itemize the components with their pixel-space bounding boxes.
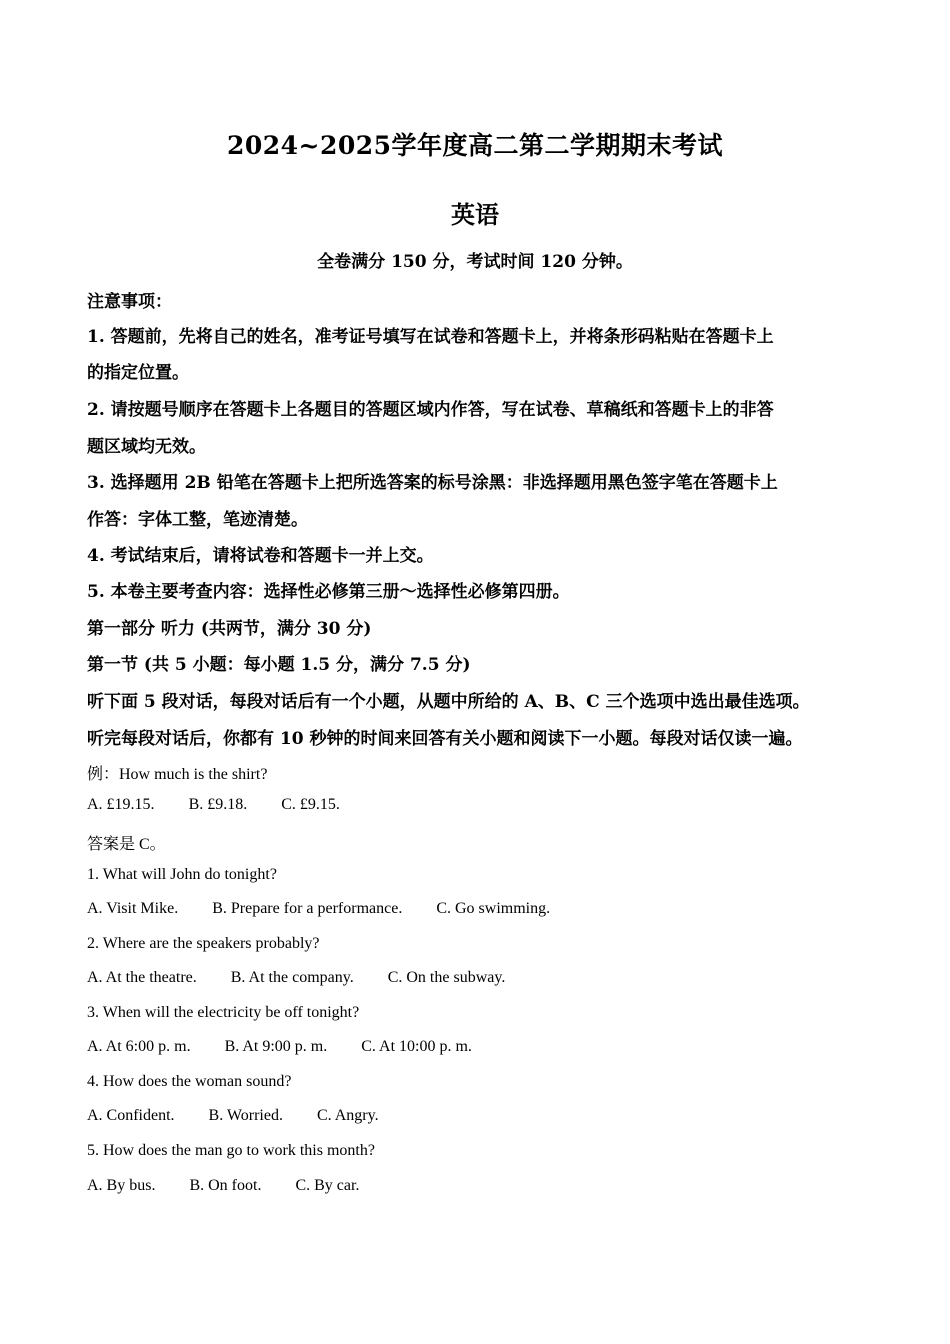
option-a: A. At the theatre. <box>87 969 197 986</box>
option-b: B. £9.18. <box>188 796 248 813</box>
option-a: A. Confident. <box>87 1107 175 1124</box>
note-2-line-2: 题区域均无效。 <box>87 437 206 457</box>
question-1-options <box>87 900 550 918</box>
question-4: 4. How does the woman sound? <box>87 1073 292 1090</box>
option-b: B. At 9:00 p. m. <box>224 1038 328 1055</box>
option-a: A. Visit Mike. <box>87 900 179 917</box>
option-b: B. At the company. <box>230 969 354 986</box>
question-5: 5. How does the man go to work this month? <box>87 1142 375 1159</box>
question-4-options <box>87 1107 379 1125</box>
option-c: C. By car. <box>295 1177 360 1194</box>
question-2: 2. Where are the speakers probably? <box>87 935 320 952</box>
option-b: B. On foot. <box>189 1177 262 1194</box>
question-5-options <box>87 1177 359 1195</box>
option-a: A. £19.15. <box>87 796 155 813</box>
option-b: B. Worried. <box>208 1107 283 1124</box>
option-b: B. Prepare for a performance. <box>212 900 403 917</box>
question-2-options <box>87 969 505 987</box>
option-c: C. £9.15. <box>281 796 340 813</box>
notes-heading: 注意事项： <box>87 292 172 312</box>
instruction-line-1: 听下面 5 段对话，每段对话后有一个小题，从题中所给的 A、B、C 三个选项中选出最佳选项。 <box>87 692 810 712</box>
question-3-options <box>87 1038 472 1056</box>
instruction-line-2: 听完每段对话后，你都有 10 秒钟的时间来回答有关小题和阅读下一小题。每段对话仅读一遍。 <box>87 729 803 749</box>
example-question: 例：How much is the shirt? <box>87 766 268 783</box>
question-1: 1. What will John do tonight? <box>87 866 277 883</box>
exam-title: 2024~2025学年度高二第二学期期末考试 <box>226 131 724 160</box>
note-1-line-2: 的指定位置。 <box>87 363 189 383</box>
option-c: C. On the subway. <box>387 969 506 986</box>
note-3-line-2: 作答：字体工整，笔迹清楚。 <box>87 510 308 530</box>
note-3-line-1: 3. 选择题用 2B 铅笔在答题卡上把所选答案的标号涂黑：非选择题用黑色签字笔在答题卡上 <box>87 473 778 493</box>
section1-heading: 第一节 (共 5 小题：每小题 1.5 分，满分 7.5 分) <box>87 655 471 675</box>
question-3: 3. When will the electricity be off tonight? <box>87 1004 360 1021</box>
example-options <box>87 796 340 814</box>
option-c: C. Angry. <box>316 1107 379 1124</box>
option-c: C. At 10:00 p. m. <box>361 1038 472 1055</box>
score-time-info: 全卷满分 150 分，考试时间 120 分钟。 <box>317 252 633 272</box>
option-c: C. Go swimming. <box>436 900 551 917</box>
subject-title: 英语 <box>451 200 499 229</box>
note-2-line-1: 2. 请按题号顺序在答题卡上各题目的答题区域内作答，写在试卷、草稿纸和答题卡上的非答 <box>87 400 774 420</box>
option-a: A. By bus. <box>87 1177 156 1194</box>
example-answer: 答案是 C。 <box>87 836 166 853</box>
note-5: 5. 本卷主要考查内容：选择性必修第三册～选择性必修第四册。 <box>87 582 570 602</box>
note-1-line-1: 1. 答题前，先将自己的姓名，准考证号填写在试卷和答题卡上，并将条形码粘贴在答题卡上 <box>87 327 774 347</box>
note-4: 4. 考试结束后，请将试卷和答题卡一并上交。 <box>87 546 434 566</box>
option-a: A. At 6:00 p. m. <box>87 1038 191 1055</box>
part1-heading: 第一部分 听力 (共两节，满分 30 分) <box>87 619 372 639</box>
